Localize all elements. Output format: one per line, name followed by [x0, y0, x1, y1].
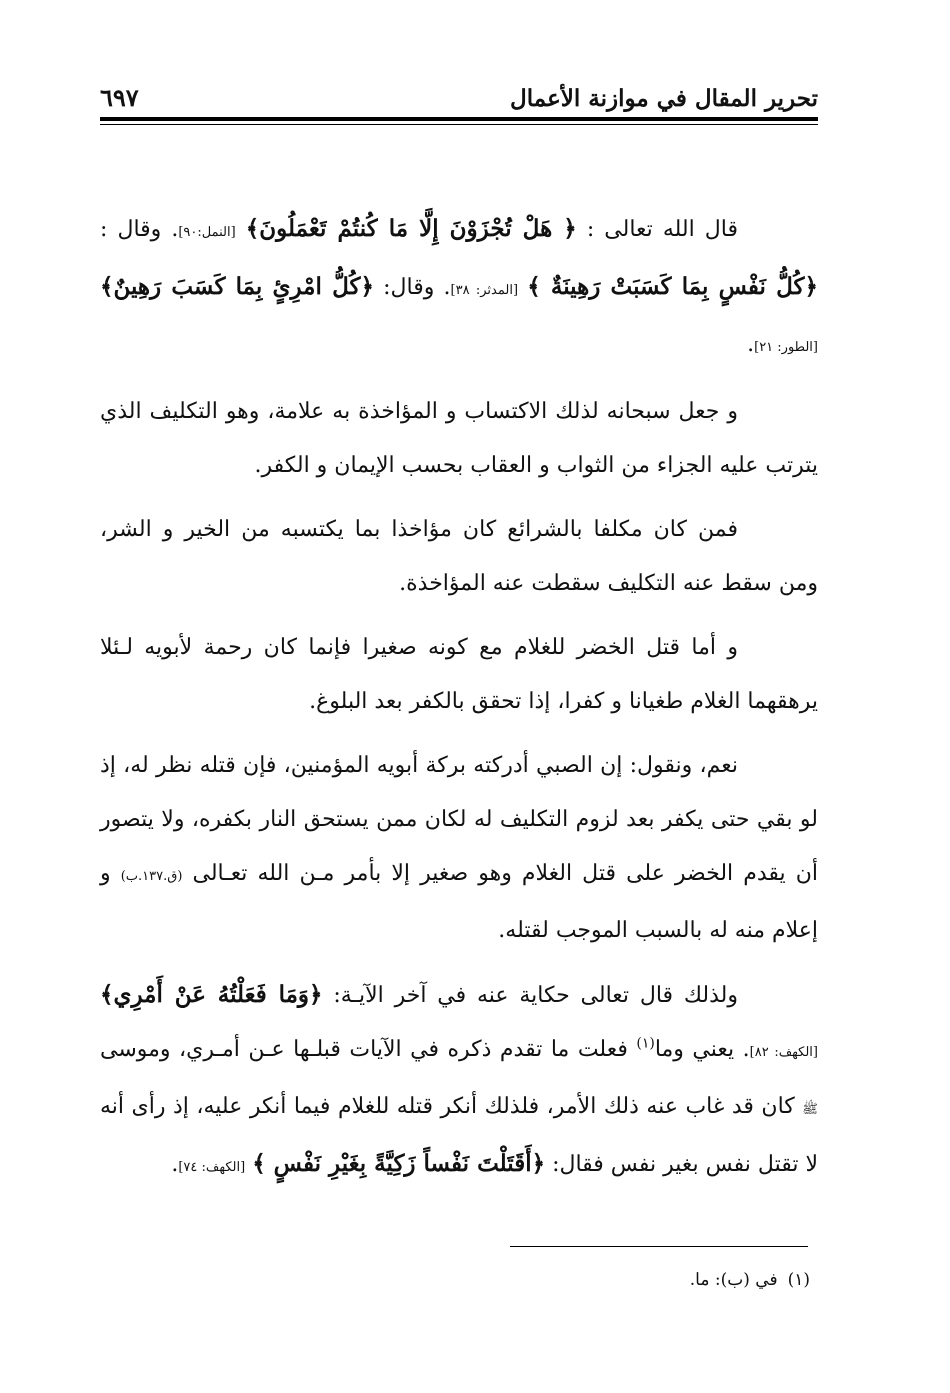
verse-reference: [الكهف: ٨٢]	[749, 1045, 818, 1060]
text-run: . يعني وما	[654, 1037, 750, 1062]
footnote-text: في (ب): ما.	[689, 1270, 778, 1290]
footnote	[100, 1270, 810, 1290]
quran-verse: ﴿وَمَا فَعَلْتُهُ عَنْ أَمْرِي﴾	[100, 981, 323, 1008]
text-run: قال الله تعالى :	[576, 217, 738, 242]
header-rule-thin	[100, 124, 818, 125]
text-run: ولذلك قال تعالى حكاية عنه في آخر الآيـة:	[322, 983, 738, 1008]
page-header	[100, 72, 818, 112]
footnote-rule	[510, 1246, 808, 1247]
text-run: كان قد غاب عنه ذلك الأمر، فلذلك أنكر قتله للغلام فيما أنكر عليه، إذ رأى أنه لا تقتل نفس بغير نفس فقال:	[100, 1094, 818, 1177]
verse-reference: [النمل:٩٠]	[178, 225, 236, 240]
text-run: .	[747, 332, 755, 357]
footnote-marker[interactable]: (١)	[636, 1035, 655, 1052]
text-run: .	[171, 1152, 179, 1177]
paragraph-3: فمن كان مكلفا بالشرائع كان مؤاخذا بما يكتسبه من الخير و الشر، ومن سقط عنه التكليف سقطت عنه المؤاخذة.	[100, 517, 818, 596]
verse-reference: [الطور: ٢١]	[754, 340, 818, 355]
quran-verse: ﴿كُلُّ نَفْسٍ بِمَا كَسَبَتْ رَهِينَةٌ ﴾	[527, 273, 818, 300]
folio-marker: (ق.١٣٧.ب)	[120, 869, 183, 884]
running-title: تحرير المقال في موازنة الأعمال	[510, 85, 818, 112]
text-run: نعم، ونقول: إن الصبي أدركته بركة أبويه المؤمنين، فإن قتله نظر له، إذ لو بقي حتى يكفر بعد لزوم التكليف له لكان ممن يستحق النار بكفره، ولا يتصور أن يقدم الخضر على قتل الغلام وهو صغير إلا بأمر مـن الله تعـالى	[100, 753, 818, 886]
text-run: . وقال:	[373, 275, 451, 300]
quran-verse: ﴿ هَلْ تُجْزَوْنَ إِلَّا مَا كُنتُمْ تَعْمَلُونَ﴾	[245, 215, 577, 242]
text-run: . وقال :	[100, 217, 179, 242]
quran-verse: ﴿كُلُّ امْرِئٍ بِمَا كَسَبَ رَهِينٌ﴾	[100, 273, 374, 300]
paragraph-2: و جعل سبحانه لذلك الاكتساب و المؤاخذة به علامة، وهو التكليف الذي يترتب عليه الجزاء من الثواب و العقاب بحسب الإيمان و الكفر.	[100, 399, 818, 478]
text-run: فعلت ما تقدم ذكره في الآيات قبلـها عـن أمـري، وموسى	[100, 1037, 637, 1062]
quran-verse: ﴿أَقَتَلْتَ نَفْساً زَكِيَّةً بِغَيْرِ نَفْسٍ ﴾	[252, 1150, 546, 1177]
body-text	[100, 202, 818, 1205]
paragraph-6	[100, 968, 818, 1195]
honorific-symbol: ﷺ	[802, 1102, 818, 1117]
verse-reference: [المدثر: ٣٨]	[450, 283, 519, 298]
text-run: و إعلام منه له بالسبب الموجب لقتله.	[100, 861, 818, 943]
paragraph-4: و أما قتل الخضر للغلام مع كونه صغيرا فإنما كان رحمة لأبويه لـئلا يرهقهما الغلام طغيانا و كفرا، إذا تحقق بالكفر بعد البلوغ.	[100, 635, 818, 714]
page-number: ٦٩٧	[100, 83, 139, 112]
paragraph-5	[100, 739, 818, 958]
header-rule-thick	[100, 117, 818, 121]
paragraph-1	[100, 202, 818, 375]
verse-reference: [الكهف: ٧٤]	[178, 1160, 246, 1175]
footnote-number: (١)	[787, 1270, 810, 1290]
